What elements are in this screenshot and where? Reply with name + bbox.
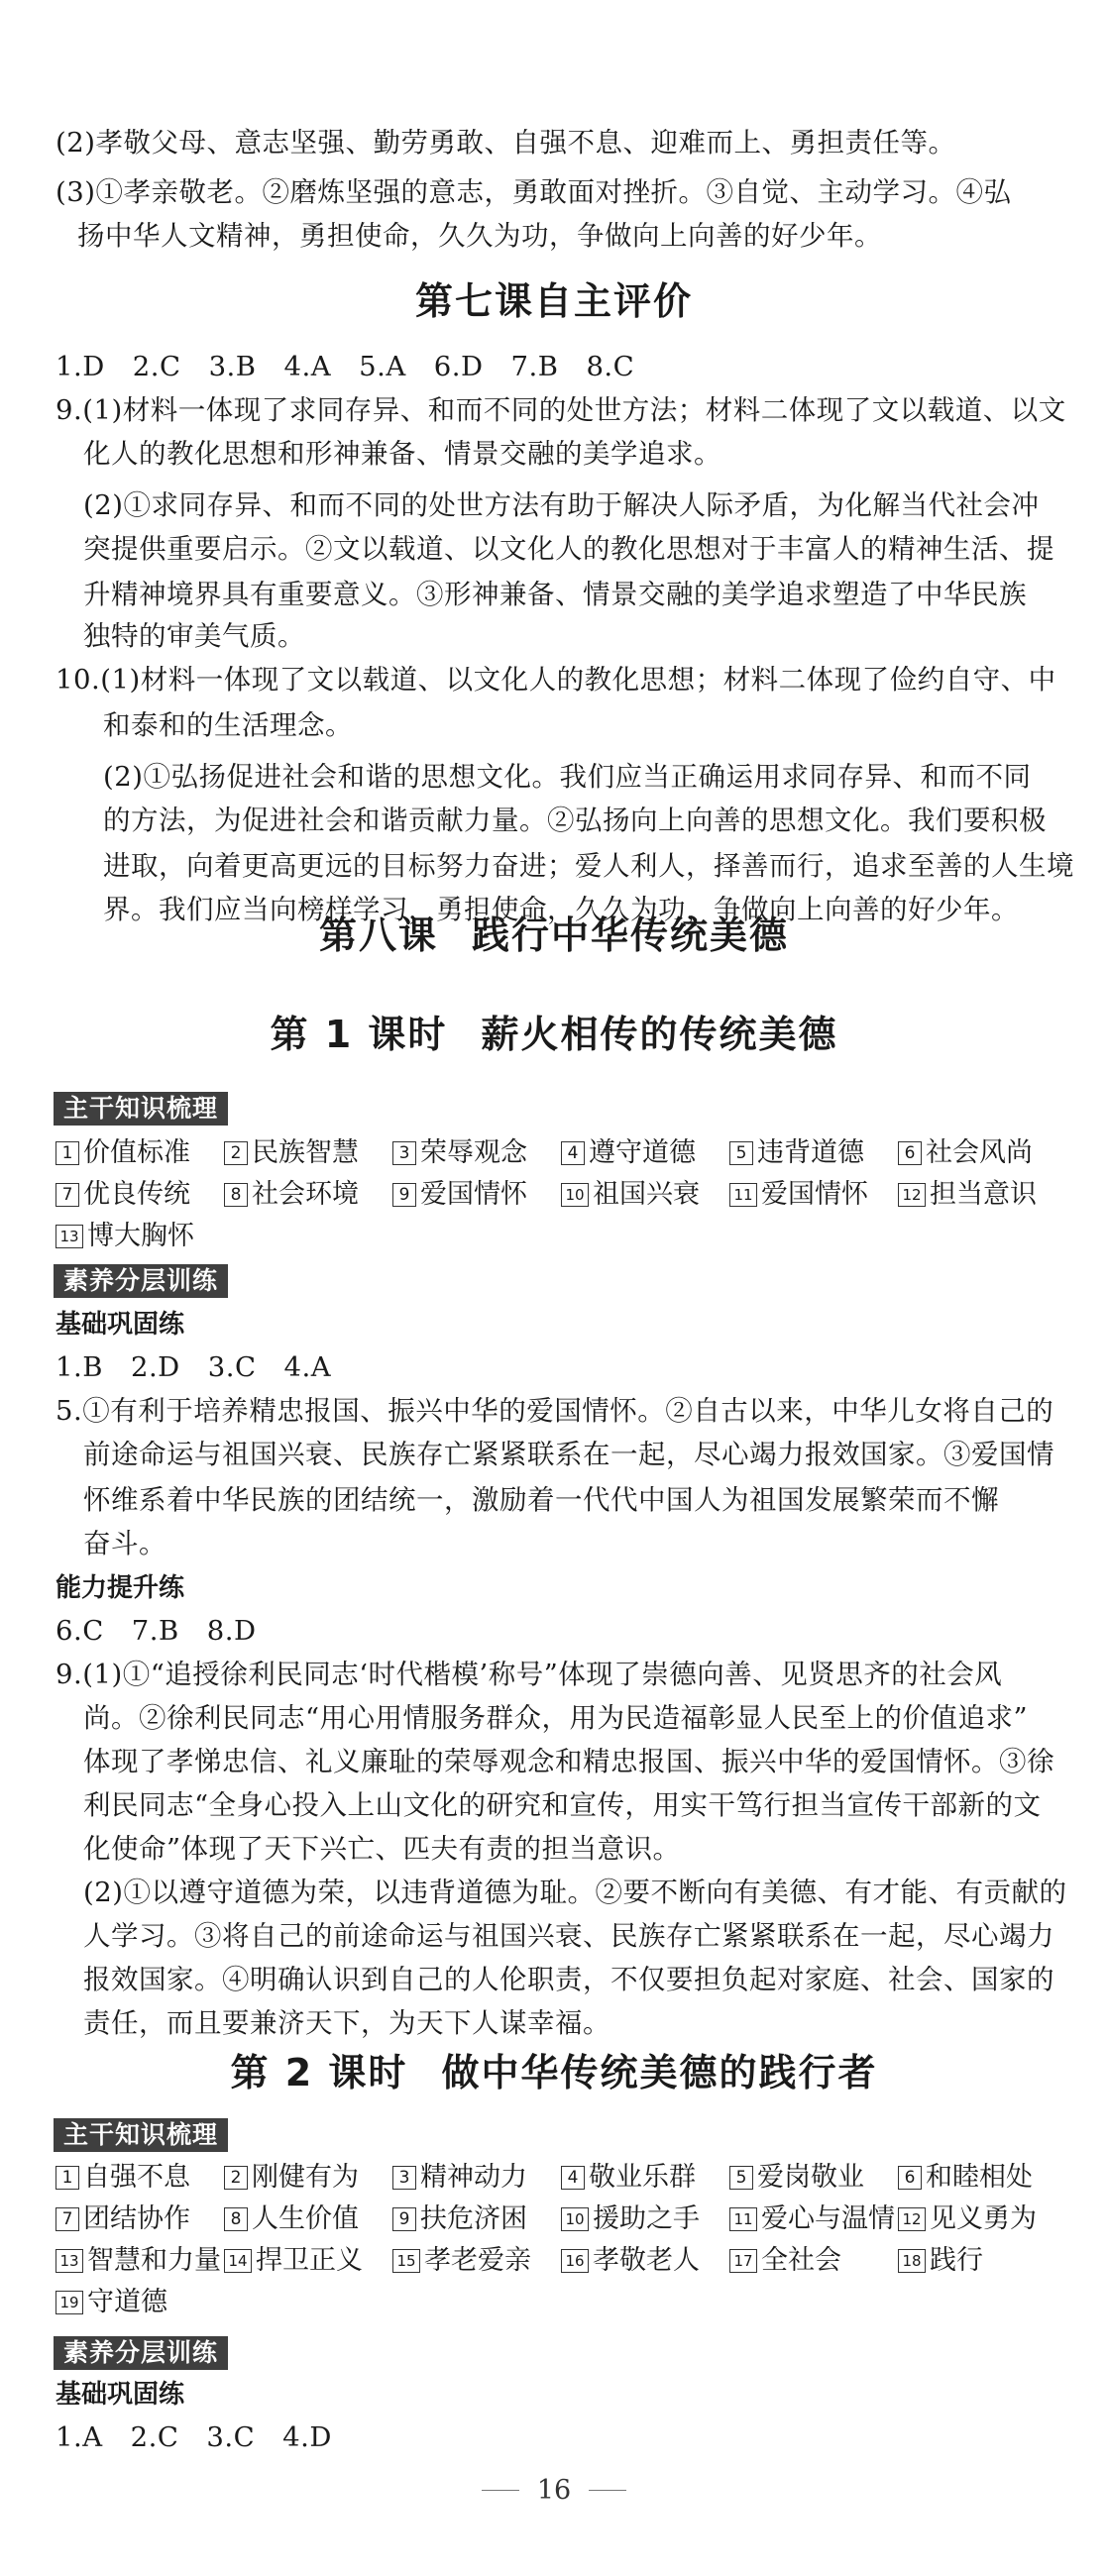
item-text: 违背道德 — [757, 1137, 864, 1168]
period2-title-name: 做中华传统美德的践行者 — [441, 2051, 878, 2094]
item-number-box: 2 — [224, 1141, 248, 1165]
item-number-box: 13 — [55, 1225, 83, 1248]
item-number-box: 8 — [224, 1183, 248, 1207]
item-text: 人生价值 — [252, 2203, 359, 2234]
knowledge-item — [561, 1175, 700, 1215]
period1-title-name: 薪火相传的传统美德 — [481, 1013, 838, 1056]
item-number-box: 11 — [729, 2207, 757, 2231]
item-text: 民族智慧 — [252, 1137, 359, 1168]
item-text: 爱国情怀 — [420, 1179, 527, 1210]
knowledge-item — [392, 2200, 527, 2239]
page-number: 16 — [536, 2475, 572, 2506]
text-line: (2)①以遵守道德为荣，以违背道德为耻。②要不断向有美德、有才能、有贡献的 — [83, 1877, 1067, 1908]
basic-choice-answers: 1.A 2.C 3.C 4.D — [55, 2421, 332, 2453]
item-text: 践行 — [930, 2245, 983, 2276]
knowledge-item — [55, 2200, 190, 2239]
item-number-box: 7 — [55, 1183, 79, 1207]
knowledge-item — [898, 2158, 1033, 2198]
lesson7-choice-answers: 1.D 2.C 3.B 4.A 5.A 6.D 7.B 8.C — [55, 351, 635, 382]
text-line: 和泰和的生活理念。 — [103, 709, 353, 741]
text-line: 奋斗。 — [83, 1528, 166, 1559]
knowledge-item — [224, 2200, 359, 2239]
item-number-box: 16 — [561, 2249, 589, 2273]
item-number-box: 12 — [898, 2207, 926, 2231]
item-number-box: 4 — [561, 1141, 585, 1165]
knowledge-item — [729, 1175, 868, 1215]
item-number-box: 17 — [729, 2249, 757, 2273]
period2-title — [0, 2045, 1108, 2100]
text-line: 前途命运与祖国兴衰、民族存亡紧紧联系在一起，尽心竭力报效国家。③爱国情 — [83, 1439, 1054, 1470]
item-number-box: 5 — [729, 1141, 753, 1165]
basic-subheading: 基础巩固练 — [55, 1310, 185, 1340]
period1-title — [0, 1007, 1108, 1062]
item-number-box: 14 — [224, 2249, 252, 2273]
item-number-box: 10 — [561, 2207, 589, 2231]
item-text: 全社会 — [761, 2245, 841, 2276]
knowledge-item — [55, 2158, 190, 2198]
item-text: 遵守道德 — [589, 1137, 696, 1168]
text-line: 10.(1)材料一体现了文以载道、以文化人的教化思想；材料二体现了俭约自守、中 — [55, 664, 1056, 696]
item-text: 价值标准 — [83, 1137, 190, 1168]
text-line: 9.(1)材料一体现了求同存异、和而不同的处世方法；材料二体现了文以载道、以文 — [55, 394, 1066, 426]
knowledge-item — [224, 2158, 359, 2198]
text-line: 5.①有利于培养精忠报国、振兴中华的爱国情怀。②自古以来，中华儿女将自己的 — [55, 1395, 1054, 1427]
knowledge-item — [392, 2158, 527, 2198]
page-footer — [0, 2475, 1108, 2506]
item-number-box: 9 — [392, 2207, 416, 2231]
knowledge-item — [561, 2241, 700, 2281]
item-number-box: 8 — [224, 2207, 248, 2231]
item-text: 荣辱观念 — [420, 1137, 527, 1168]
item-text: 自强不息 — [83, 2162, 190, 2193]
text-line: (2)①弘扬促进社会和谐的思想文化。我们应当正确运用求同存异、和而不同 — [103, 761, 1032, 793]
knowledge-item — [561, 1133, 696, 1173]
knowledge-item — [224, 1133, 359, 1173]
text-line: 怀维系着中华民族的团结统一，激励着一代代中国人为祖国发展繁荣而不懈 — [83, 1484, 999, 1516]
period2-title-number: 第 2 课时 — [230, 2051, 408, 2094]
item-text: 守道德 — [87, 2287, 167, 2317]
item-text: 爱心与温情 — [761, 2203, 895, 2234]
knowledge-item — [224, 1175, 359, 1215]
item-text: 援助之手 — [593, 2203, 700, 2234]
knowledge-item — [729, 1133, 864, 1173]
item-number-box: 9 — [392, 1183, 416, 1207]
knowledge-item — [898, 2241, 983, 2281]
text-line: 的方法，为促进社会和谐贡献力量。②弘扬向上向善的思想文化。我们要积极 — [103, 805, 1047, 836]
item-text: 捍卫正义 — [256, 2245, 363, 2276]
knowledge-item — [224, 2241, 363, 2281]
knowledge-item — [561, 2200, 700, 2239]
item-text: 孝老爱亲 — [424, 2245, 531, 2276]
text-line: 报效国家。④明确认识到自己的人伦职责，不仅要担负起对家庭、社会、国家的 — [83, 1964, 1054, 1995]
item-text: 和睦相处 — [926, 2162, 1033, 2193]
text-line: 责任，而且要兼济天下，为天下人谋幸福。 — [83, 2007, 610, 2039]
text-line: (3)①孝亲敬老。②磨炼坚强的意志，勇敢面对挫折。③自觉、主动学习。④弘 — [55, 176, 1012, 208]
item-number-box: 2 — [224, 2166, 248, 2190]
item-number-box: 5 — [729, 2166, 753, 2190]
item-text: 担当意识 — [930, 1179, 1037, 1210]
item-number-box: 12 — [898, 1183, 926, 1207]
item-number-box: 1 — [55, 2166, 79, 2190]
text-line: 化人的教化思想和形神兼备、情景交融的美学追求。 — [83, 438, 721, 470]
item-text: 爱岗敬业 — [757, 2162, 864, 2193]
item-number-box: 19 — [55, 2291, 83, 2314]
basic-subheading: 基础巩固练 — [55, 2380, 185, 2410]
item-number-box: 13 — [55, 2249, 83, 2273]
item-text: 祖国兴衰 — [593, 1179, 700, 1210]
item-number-box: 4 — [561, 2166, 585, 2190]
item-text: 精神动力 — [420, 2162, 527, 2193]
knowledge-item — [392, 2241, 531, 2281]
knowledge-item — [898, 1133, 1033, 1173]
text-line: 尚。②徐利民同志“用心用情服务群众，用为民造福彰显人民至上的价值追求” — [83, 1702, 1029, 1734]
knowledge-tag: 主干知识梳理 — [54, 2118, 228, 2152]
knowledge-item — [55, 1133, 190, 1173]
item-number-box: 3 — [392, 2166, 416, 2190]
text-line: 界。我们应当向榜样学习，勇担使命，久久为功，争做向上向善的好少年。 — [103, 894, 1019, 925]
text-line: 突提供重要启示。②文以载道、以文化人的教化思想对于丰富人的精神生活、提 — [83, 533, 1054, 565]
item-number-box: 6 — [898, 2166, 922, 2190]
text-line: (2)孝敬父母、意志坚强、勤劳勇敢、自强不息、迎难而上、勇担责任等。 — [55, 127, 956, 159]
item-number-box: 11 — [729, 1183, 757, 1207]
lesson8-title — [0, 908, 1108, 963]
footer-dash-right — [589, 2490, 626, 2492]
knowledge-item — [729, 2241, 841, 2281]
item-text: 博大胸怀 — [87, 1221, 194, 1251]
item-text: 爱国情怀 — [761, 1179, 868, 1210]
training-tag: 素养分层训练 — [54, 2336, 228, 2370]
knowledge-item — [55, 1217, 194, 1256]
text-line: (2)①求同存异、和而不同的处世方法有助于解决人际矛盾，为化解当代社会冲 — [83, 489, 1040, 521]
item-text: 优良传统 — [83, 1179, 190, 1210]
item-text: 刚健有为 — [252, 2162, 359, 2193]
knowledge-item — [392, 1175, 527, 1215]
text-line: 化使命”体现了天下兴亡、匹夫有责的担当意识。 — [83, 1833, 681, 1865]
knowledge-item — [898, 1175, 1037, 1215]
lesson8-title-number: 第八课 — [318, 913, 438, 957]
footer-dash-left — [482, 2490, 519, 2492]
item-text: 敬业乐群 — [589, 2162, 696, 2193]
item-text: 扶危济困 — [420, 2203, 527, 2234]
text-line: 独特的审美气质。 — [83, 620, 305, 652]
knowledge-item — [55, 2283, 167, 2322]
knowledge-item — [55, 1175, 190, 1215]
knowledge-item — [729, 2200, 895, 2239]
item-text: 智慧和力量 — [87, 2245, 221, 2276]
text-line: 进取，向着更高更远的目标努力奋进；爱人利人，择善而行，追求至善的人生境 — [103, 850, 1074, 882]
ability-subheading: 能力提升练 — [55, 1573, 185, 1603]
item-number-box: 15 — [392, 2249, 420, 2273]
text-line: 利民同志“全身心投入上山文化的研究和宣传，用实干笃行担当宣传干部新的文 — [83, 1789, 1042, 1821]
item-number-box: 6 — [898, 1141, 922, 1165]
item-text: 社会环境 — [252, 1179, 359, 1210]
knowledge-item — [898, 2200, 1037, 2239]
item-text: 社会风尚 — [926, 1137, 1033, 1168]
item-number-box: 10 — [561, 1183, 589, 1207]
period1-title-number: 第 1 课时 — [270, 1013, 448, 1056]
text-line: 9.(1)①“追授徐利民同志‘时代楷模’称号”体现了崇德向善、见贤思齐的社会风 — [55, 1659, 1003, 1690]
lesson7-title: 第七课自主评价 — [414, 279, 693, 323]
basic-choice-answers: 1.B 2.D 3.C 4.A — [55, 1351, 332, 1383]
knowledge-item — [55, 2241, 221, 2281]
text-line: 扬中华人文精神，勇担使命，久久为功，争做向上向善的好少年。 — [77, 220, 882, 252]
ability-choice-answers: 6.C 7.B 8.D — [55, 1615, 257, 1647]
item-text: 孝敬老人 — [593, 2245, 700, 2276]
knowledge-item — [729, 2158, 864, 2198]
lesson8-title-name: 践行中华传统美德 — [472, 913, 790, 957]
text-line: 人学习。③将自己的前途命运与祖国兴衰、民族存亡紧紧联系在一起，尽心竭力 — [83, 1920, 1054, 1952]
item-number-box: 18 — [898, 2249, 926, 2273]
item-number-box: 3 — [392, 1141, 416, 1165]
training-tag: 素养分层训练 — [54, 1264, 228, 1298]
text-line: 体现了孝悌忠信、礼义廉耻的荣辱观念和精忠报国、振兴中华的爱国情怀。③徐 — [83, 1746, 1054, 1777]
text-line: 升精神境界具有重要意义。③形神兼备、情景交融的美学追求塑造了中华民族 — [83, 579, 1027, 610]
knowledge-item — [392, 1133, 527, 1173]
item-text: 团结协作 — [83, 2203, 190, 2234]
item-number-box: 1 — [55, 1141, 79, 1165]
knowledge-tag: 主干知识梳理 — [54, 1092, 228, 1126]
item-number-box: 7 — [55, 2207, 79, 2231]
knowledge-item — [561, 2158, 696, 2198]
item-text: 见义勇为 — [930, 2203, 1037, 2234]
